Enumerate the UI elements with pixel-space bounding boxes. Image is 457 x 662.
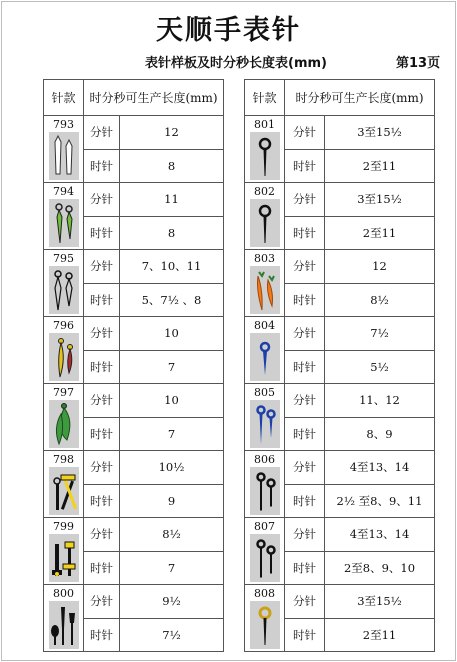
minute-hand-row [44, 317, 224, 351]
minute-hand-row [245, 183, 435, 217]
minute-hand-length: 10 [120, 384, 224, 418]
minute-hand-label: 分针 [285, 250, 325, 284]
model-number: 802 [254, 184, 275, 198]
minute-hand-label: 分针 [285, 451, 325, 485]
hour-hand-label: 时针 [84, 417, 120, 451]
table-header-row [44, 80, 224, 116]
hour-hand-label: 时针 [285, 350, 325, 384]
fork-knife-spoon-hands-icon [49, 601, 79, 649]
code-header: 针款 [245, 80, 285, 116]
hour-hand-label: 时针 [84, 216, 120, 250]
black-outline-hands-icon [49, 266, 79, 314]
model-number: 806 [254, 452, 275, 466]
minute-hand-row [44, 518, 224, 552]
model-number: 801 [254, 117, 275, 131]
page-number: 第13页 [396, 56, 441, 71]
length-header: 时分秒可生产长度(mm) [84, 80, 224, 116]
model-number: 796 [53, 318, 74, 332]
hour-hand-length: 7 [120, 417, 224, 451]
hour-hand-length: 8½ [325, 283, 435, 317]
hour-hand-label: 时针 [84, 484, 120, 518]
hour-hand-length: 9 [120, 484, 224, 518]
green-sword-hands-icon [49, 199, 79, 247]
model-number: 803 [254, 251, 275, 265]
hour-hand-length: 8 [120, 149, 224, 183]
minute-hand-row [245, 451, 435, 485]
minute-hand-length: 9½ [120, 585, 224, 619]
hour-hand-label: 时针 [285, 283, 325, 317]
right-hands-table [244, 79, 435, 652]
minute-hand-label: 分针 [84, 518, 120, 552]
minute-hand-label: 分针 [84, 116, 120, 150]
minute-hand-row [245, 116, 435, 150]
minute-hand-row [44, 116, 224, 150]
minute-hand-label: 分针 [84, 183, 120, 217]
minute-hand-row [44, 250, 224, 284]
hour-hand-label: 时针 [285, 618, 325, 652]
minute-hand-label: 分针 [84, 585, 120, 619]
hour-hand-label: 时针 [285, 216, 325, 250]
model-cell [44, 518, 84, 585]
minute-hand-length: 7½ [325, 317, 435, 351]
hour-hand-length: 5、7½ 、8 [120, 283, 224, 317]
hour-hand-length: 7½ [120, 618, 224, 652]
yellow-black-tool-hands-icon [49, 534, 79, 582]
black-ring-hands-icon [250, 467, 280, 515]
minute-hand-row [44, 451, 224, 485]
hour-hand-length: 5½ [325, 350, 435, 384]
model-cell [44, 384, 84, 451]
minute-hand-row [245, 317, 435, 351]
model-number: 797 [53, 385, 74, 399]
model-number: 808 [254, 586, 275, 600]
model-cell [44, 183, 84, 250]
minute-hand-label: 分针 [285, 518, 325, 552]
model-cell [245, 451, 285, 518]
model-cell [245, 518, 285, 585]
model-cell [44, 116, 84, 183]
model-cell [44, 451, 84, 518]
minute-hand-label: 分针 [285, 384, 325, 418]
blue-ring-hand-icon [250, 333, 280, 381]
minute-hand-label: 分针 [285, 116, 325, 150]
blue-ring-hands-icon [250, 400, 280, 448]
hour-hand-length: 7 [120, 350, 224, 384]
minute-hand-label: 分针 [84, 250, 120, 284]
minute-hand-label: 分针 [84, 384, 120, 418]
model-number: 805 [254, 385, 275, 399]
hour-hand-length: 2至11 [325, 216, 435, 250]
yellow-black-baton-hands-icon [49, 467, 79, 515]
minute-hand-length: 10 [120, 317, 224, 351]
hour-hand-label: 时针 [84, 283, 120, 317]
minute-hand-length: 4至13、14 [325, 518, 435, 552]
model-cell [44, 250, 84, 317]
model-cell [44, 585, 84, 652]
minute-hand-row [245, 250, 435, 284]
gold-ring-hand-icon [250, 601, 280, 649]
minute-hand-length: 4至13、14 [325, 451, 435, 485]
model-cell [245, 116, 285, 183]
model-number: 807 [254, 519, 275, 533]
table-subtitle: 表针样板及时分秒长度表(mm) [145, 56, 327, 71]
minute-hand-length: 8½ [120, 518, 224, 552]
model-number: 798 [53, 452, 74, 466]
hour-hand-label: 时针 [285, 417, 325, 451]
minute-hand-row [245, 585, 435, 619]
minute-hand-row [44, 384, 224, 418]
model-cell [245, 183, 285, 250]
model-cell [245, 317, 285, 384]
minute-hand-length: 12 [325, 250, 435, 284]
minute-hand-length: 3至15½ [325, 183, 435, 217]
minute-hand-length: 10½ [120, 451, 224, 485]
white-leaf-hands-icon [49, 132, 79, 180]
page-title: 天顺手表针 [156, 15, 301, 46]
model-cell [245, 250, 285, 317]
hour-hand-label: 时针 [84, 618, 120, 652]
minute-hand-length: 3至15½ [325, 116, 435, 150]
model-cell [44, 317, 84, 384]
minute-hand-row [44, 183, 224, 217]
minute-hand-length: 11 [120, 183, 224, 217]
hour-hand-label: 时针 [285, 551, 325, 585]
hour-hand-label: 时针 [84, 350, 120, 384]
left-hands-table [43, 79, 224, 652]
minute-hand-row [245, 518, 435, 552]
model-cell [245, 384, 285, 451]
black-ring-hand-icon [250, 199, 280, 247]
hour-hand-label: 时针 [285, 484, 325, 518]
hour-hand-length: 2至11 [325, 149, 435, 183]
minute-hand-label: 分针 [84, 451, 120, 485]
hour-hand-label: 时针 [285, 149, 325, 183]
minute-hand-row [245, 384, 435, 418]
minute-hand-length: 12 [120, 116, 224, 150]
model-number: 794 [53, 184, 74, 198]
hour-hand-label: 时针 [84, 551, 120, 585]
hour-hand-label: 时针 [84, 149, 120, 183]
hour-hand-length: 8 [120, 216, 224, 250]
model-number: 804 [254, 318, 275, 332]
carrot-hands-icon [250, 266, 280, 314]
minute-hand-label: 分针 [285, 183, 325, 217]
hour-hand-length: 8、9 [325, 417, 435, 451]
minute-hand-label: 分针 [285, 317, 325, 351]
minute-hand-length: 7、10、11 [120, 250, 224, 284]
minute-hand-row [44, 585, 224, 619]
minute-hand-label: 分针 [84, 317, 120, 351]
yellow-leaf-hands-icon [49, 333, 79, 381]
hour-hand-length: 2至8、9、10 [325, 551, 435, 585]
hour-hand-length: 2至11 [325, 618, 435, 652]
model-number: 800 [53, 586, 74, 600]
length-header: 时分秒可生产长度(mm) [285, 80, 435, 116]
code-header: 针款 [44, 80, 84, 116]
green-leaf-hands-icon [49, 400, 79, 448]
minute-hand-length: 3至15½ [325, 585, 435, 619]
model-number: 795 [53, 251, 74, 265]
black-ring-hand-icon [250, 132, 280, 180]
minute-hand-length: 11、12 [325, 384, 435, 418]
model-number: 793 [53, 117, 74, 131]
model-number: 799 [53, 519, 74, 533]
hour-hand-length: 2½ 至8、9、11 [325, 484, 435, 518]
minute-hand-label: 分针 [285, 585, 325, 619]
model-cell [245, 585, 285, 652]
black-ring-hands-icon [250, 534, 280, 582]
hour-hand-length: 7 [120, 551, 224, 585]
table-header-row [245, 80, 435, 116]
